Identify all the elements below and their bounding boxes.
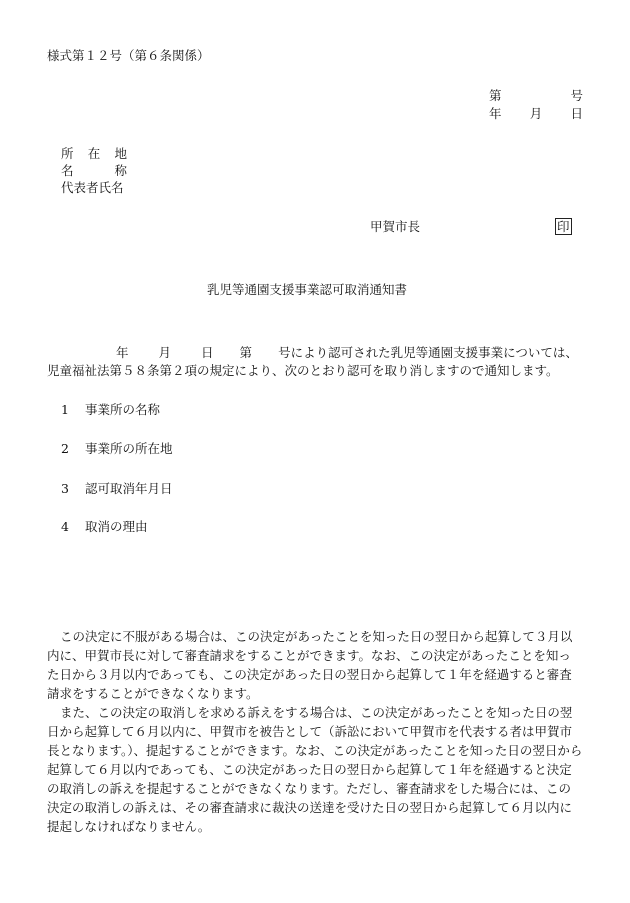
body-line-2: 児童福祉法第５８条第２項の規定により、次のとおり認可を取り消しますので通知します。 (47, 363, 559, 378)
date-day: 日 (570, 106, 583, 121)
number-suffix: 号 (570, 88, 583, 103)
item-label: 事業所の所在地 (84, 441, 173, 456)
list-item (61, 481, 172, 497)
document-number-line (489, 88, 583, 104)
seal-icon: 印 (557, 219, 570, 234)
issue-date-line (489, 106, 583, 122)
item-number: 1 (61, 402, 69, 417)
item-label: 取消の理由 (84, 519, 148, 534)
representative-label: 代表者氏名 (61, 180, 124, 195)
ref-rest: 号により認可された乳児等通園支援事業については、 (278, 345, 578, 360)
item-label: 事業所の名称 (84, 402, 160, 417)
form-number: 様式第１２号（第６条関係） (47, 48, 210, 63)
ref-no: 第 (239, 345, 253, 360)
item-label: 認可取消年月日 (84, 481, 173, 496)
seal-mark (555, 219, 572, 235)
date-year: 年 (489, 106, 502, 121)
list-item (61, 402, 160, 418)
number-prefix: 第 (489, 88, 502, 103)
body-line-1 (47, 345, 578, 361)
appeal-notice-paragraph-2: また、この決定の取消しを求める訴えをする場合は、この決定があったことを知った日の翌日から起算して６月以内に、甲賀市を被告として（訴訟において甲賀市を代表する者は甲賀市長となります。）、提起することができます。なお、この決定があったことを知った日の翌日から起算して６月以内であっても、この決定があった日の翌日から起算して１年を経過すると決定の取消しの訴えを提起することができなくなります。ただし、審査請求をした場合には、この決定の取消しの訴えは、その審査請求に裁決の送達を受けた日の翌日から起算して６月以内に提起しなければなりません。 (47, 705, 583, 834)
address-label: 所 在 地 (61, 146, 127, 161)
issuer-name: 甲賀市長 (370, 219, 421, 234)
date-month: 月 (529, 106, 543, 121)
document-title: 乳児等通園支援事業認可取消通知書 (207, 282, 408, 297)
list-item (61, 519, 147, 535)
name-label: 名 称 (61, 163, 127, 178)
ref-month: 月 (158, 345, 172, 360)
ref-year: 年 (116, 345, 129, 360)
list-item (61, 441, 172, 457)
item-number: 4 (61, 519, 69, 534)
appeal-notice-paragraph-1: この決定に不服がある場合は、この決定があったことを知った日の翌日から起算して３月以内に、甲賀市長に対して審査請求をすることができます。なお、この決定があったことを知った日から３月以内であっても、この決定があった日の翌日から起算して１年を経過すると審査請求をすることができなくなります。 (47, 629, 573, 701)
item-number: 3 (61, 481, 69, 496)
ref-day: 日 (201, 345, 214, 360)
item-number: 2 (61, 441, 69, 456)
